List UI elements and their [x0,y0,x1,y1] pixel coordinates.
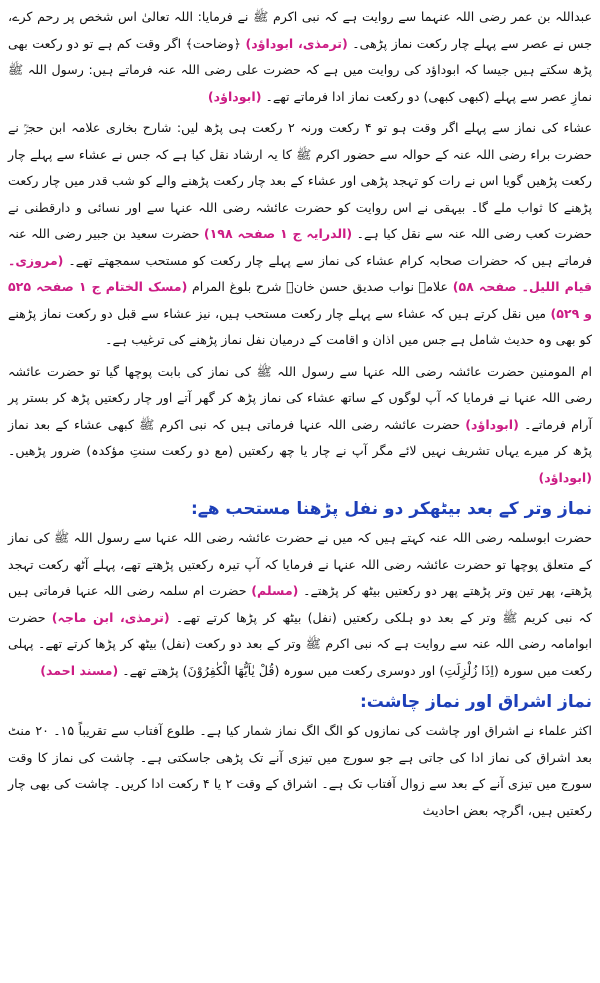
paragraph-isha-before [8,115,592,354]
text-segment: حضرت ام سلمہ رضی اللہ عنہا فرماتی ہیں کہ نبی کریم ﷺ وتر کے بعد دو ہلکی رکعتیں (نفل) بیٹھ کر پڑھا کرتے تھے۔ [8,583,593,625]
reference-misk-al-khitam: (مسک الختام ج ۱ صفحہ ۵۲۵ و ۵۲۹) [8,279,592,321]
text-segment: ام المومنین حضرت عائشہ رضی اللہ عنہا سے رسول اللہ ﷺ کی نماز کی بابت پوچھا گیا تو حضرت عائشہ رضی اللہ عنہا نے فرمایا کہ آپ لوگوں کے ساتھ عشاء کی نماز پڑھ کر گھر آتے اور چار رکعتیں پڑھ کر بستر پر آرام فرماتے۔ [8,363,592,432]
reference-tirmidhi-abudawud: (ترمذی، ابوداؤد) [245,35,348,51]
reference-addiraya: (الدرایہ ج ۱ صفحہ ۱۹۸) [203,226,353,241]
text-segment: حضرت ابوسلمہ رضی اللہ عنہ کہتے ہیں کہ میں نے حضرت عائشہ رضی اللہ عنہا سے رسول اللہ ﷺ کی نماز کے متعلق پوچھا تو حضرت عائشہ رضی اللہ عنہا نے فرمایا کہ آپ تیرہ رکعتیں پڑھتے تھے، پہلے آٹھ رکعت تہجد پڑھتے، پھر تین وتر پڑھتے پھر دو رکعتیں بیٹھ کر پڑھتے۔ [8,530,592,598]
section-heading-witr: نماز وتر کے بعد بیٹھکر دو نفل پڑھنا مستحب ھے: [190,499,592,519]
text-segment: عبداللہ بن عمر رضی اللہ عنہما سے روایت ہے کہ نبی اکرم ﷺ نے فرمایا: اللہ تعالیٰ اس شخص پر رحم کرے، جس نے عصر سے پہلے چار رکعت نماز پڑھی۔ [8,9,592,51]
text-segment: حضرت ابوامامہ رضی اللہ عنہ سے روایت ہے کہ نبی اکرم ﷺ وتر کے بعد دو رکعت (نفل) بیٹھ کر پڑھا کرتے تھے۔ پہلی رکعت میں سورہ (اِذَا زُلْزِلَتِ) اور دوسری رکعت میں سورہ (قُلْ یٰاَیُّھَا الْکٰفِرُوْنَ) پڑھتے تھے۔ [8,609,592,678]
reference-musnad-ahmad: (مسند احمد) [40,662,119,678]
reference-marwazi: (مروزی۔ قیام اللیل۔ صفحہ ۵۸) [8,252,592,294]
reference-abudawud: (ابوداؤد) [538,469,592,485]
paragraph-isha-after [8,359,592,492]
text-segment: علامہ نواب صدیق حسن خانؒ شرح بلوغ المرام [187,279,453,294]
paragraph-asr-sunnah [8,4,592,110]
reference-muslim: (مسلم) [251,583,299,598]
text-segment: ﴿وضاحت﴾ اگر وقت کم ہے تو دو رکعت بھی پڑھ سکتے ہیں جیسا کہ ابوداؤد کی روایت میں ہے کہ حضرت علی رضی اللہ عنہ فرماتے ہیں: رسول اللہ ﷺ نمازِ عصر سے پہلے (کبھی کبھی) دو رکعت نماز ادا فرماتے تھے۔ [8,35,592,104]
section-heading-ishraq-chasht: نماز اشراق اور نماز چاشت: [359,692,592,712]
reference-abudawud: (ابوداؤد) [465,416,519,432]
text-segment: اکثر علماء نے اشراق اور چاشت کی نمازوں کو الگ الگ نماز شمار کیا ہے۔ طلوع آفتاب سے تقریباً ۱۵۔ ۲۰ منٹ بعد اشراق کی نماز ادا کی جاتی ہے جو سورج میں تیزی آنے تک پڑھی جاسکتی ہے۔ چاشت کی نماز کا وقت سورج میں تیزی آنے کے بعد سے زوال آفتاب تک ہے۔ اشراق کے وقت ۲ یا ۴ رکعت ادا کریں۔ چاشت کی بھی چار رکعتیں ہیں، اگرچہ بعض احادیث [8,723,592,818]
text-segment: حضرت سعید بن جبیر رضی اللہ عنہ فرماتے ہیں کہ حضرات صحابہ کرام عشاء کی نماز سے پہلے چار رکعت کو مستحب سمجھتے تھے۔ [8,226,592,268]
text-segment: عشاء کی نماز سے پہلے اگر وقت ہو تو ۴ رکعت ورنہ ۲ رکعت ہی پڑھ لیں: شارح بخاری علامہ ابن حجرؒ نے حضرت براء رضی اللہ عنہ کے حوالہ سے حضور اکرم ﷺ کا یہ ارشاد نقل کیا ہے کہ جس نے عشاء سے پہلے چار رکعت پڑھیں گویا اس نے رات کو تہجد پڑھی اور عشاء کے بعد چار رکعت پڑھنے والے کو شب قدر میں چار رکعت پڑھنے کا ثواب ملے گا۔ بیہقی نے اس روایت کو حضرت عائشہ رضی اللہ عنہا سے اور نسائی و دارقطنی نے حضرت کعب رضی اللہ عنہ سے نقل کیا ہے۔ [8,120,593,241]
paragraph-witr-nafl [8,525,592,684]
reference-abudawud: (ابوداؤد) [207,88,262,104]
reference-tirmidhi-ibnmajah: (ترمذی، ابن ماجہ) [51,609,170,625]
text-segment: میں نقل کرتے ہیں کہ عشاء سے پہلے چار رکعت مستحب ہیں، نیز عشاء سے قبل دو رکعت نماز پڑھنے کو بھی وہ حدیث شامل ہے جس میں اذان و اقامت کے درمیان نفل نماز پڑھنے کی ترغیب ہے۔ [8,305,592,347]
paragraph-ishraq-chasht [8,718,592,824]
text-segment: حضرت عائشہ رضی اللہ عنہا فرماتی ہیں کہ نبی اکرم ﷺ کبھی عشاء کے بعد نماز پڑھ کر میرے یہاں تشریف نہیں لائے مگر آپ نے چار یا چھ رکعتیں (مع دو رکعت سنتِ مؤکدہ) ضرور پڑھیں۔ [8,416,592,458]
